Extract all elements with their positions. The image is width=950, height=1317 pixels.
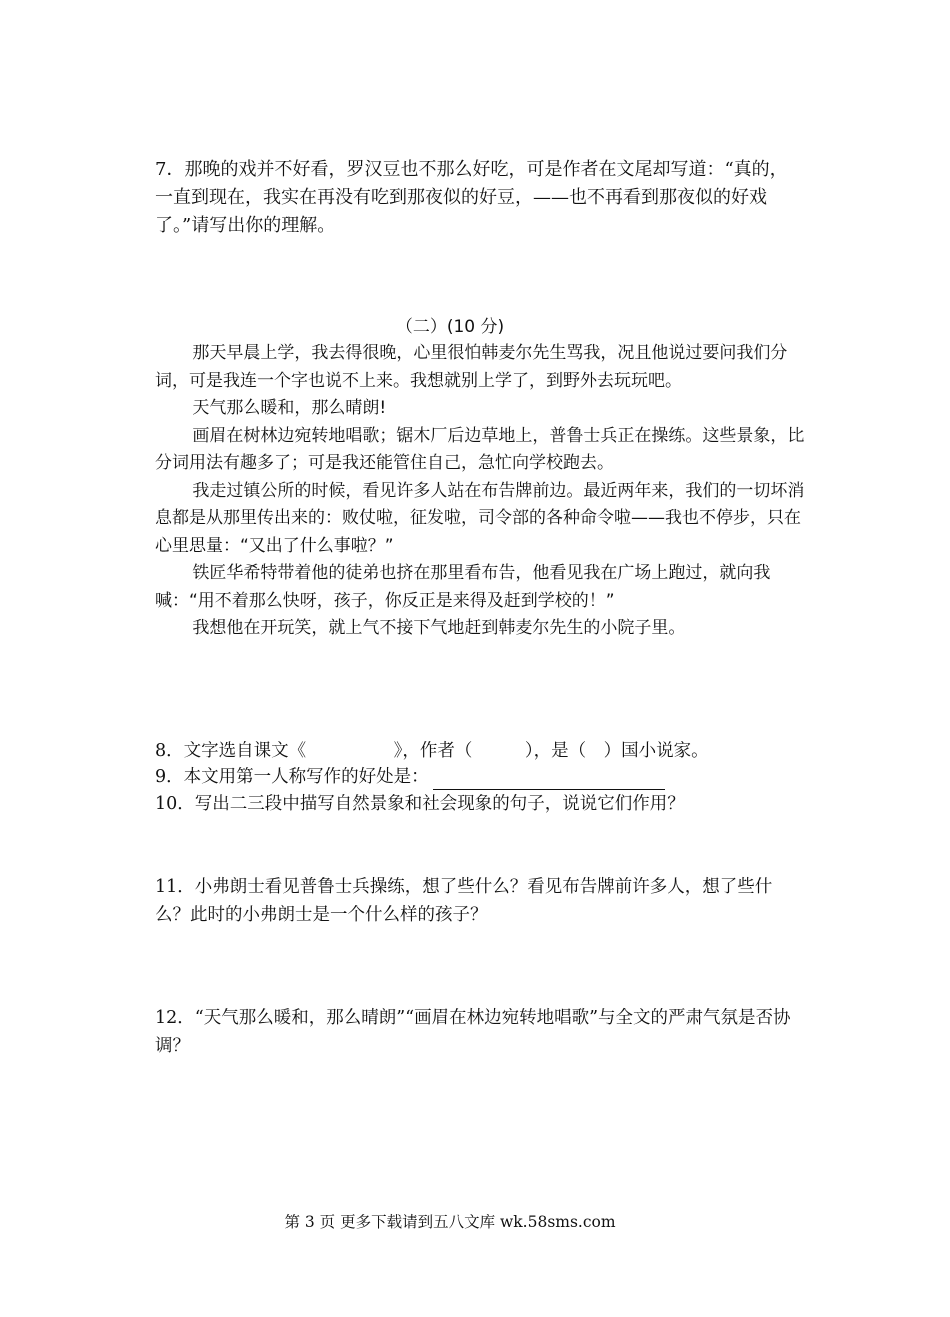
answer-blank-line <box>433 771 665 790</box>
question-8: 8．文字选自课文《 》，作者（ ），是（ ）国小说家。 <box>155 741 709 761</box>
passage-paragraph-3: 画眉在树林边宛转地唱歌；锯木厂后边草地上，普鲁士兵正在操练。这些景象，比分词用法有趣多了；可是我还能管住自己，急忙向学校跑去。 <box>155 425 805 473</box>
question-11: 11．小弗朗士看见普鲁士兵操练，想了些什么？看见布告牌前许多人，想了些什么？此时的小弗朗士是一个什么样的孩子？ <box>155 877 773 925</box>
question-9-text: 9．本文用第一人称写作的好处是： <box>155 767 429 787</box>
question-9 <box>155 764 805 790</box>
question-10: 10．写出二三段中描写自然景象和社会现象的句子，说说它们作用？ <box>155 794 685 814</box>
passage-paragraph-1: 那天早晨上学，我去得很晚，心里很怕韩麦尔先生骂我，况且他说过要问我们分词，可是我连一个字也说不上来。我想就别上学了，到野外去玩玩吧。 <box>155 343 788 391</box>
question-7: 7．那晚的戏并不好看，罗汉豆也不那么好吃，可是作者在文尾却写道：“真的，一直到现在，我实在再没有吃到那夜似的好豆，——也不再看到那夜似的好戏了。”请写出你的理解。 <box>155 159 788 236</box>
passage-paragraph-5: 铁匠华希特带着他的徒弟也挤在那里看布告，他看见我在广场上跑过，就向我喊：“用不着那么快呀，孩子，你反正是来得及赶到学校的！” <box>155 563 771 611</box>
reading-passage <box>155 340 805 643</box>
section-2-title: （二）(10 分) <box>395 317 505 337</box>
page-footer: 第 3 页 更多下载请到五八文库 wk.58sms.com <box>284 1213 616 1231</box>
passage-paragraph-2: 天气那么暖和，那么晴朗! <box>192 398 387 418</box>
passage-paragraph-6: 我想他在开玩笑，就上气不接下气地赶到韩麦尔先生的小院子里。 <box>192 618 686 638</box>
question-12: 12．“天气那么暖和，那么晴朗”“画眉在林边宛转地唱歌”与全文的严肃气氛是否协调？ <box>155 1008 791 1056</box>
passage-paragraph-4: 我走过镇公所的时候，看见许多人站在布告牌前边。最近两年来，我们的一切坏消息都是从那里传出来的：败仗啦，征发啦，司令部的各种命令啦——我也不停步，只在心里思量：“又出了什么事啦？” <box>155 480 805 556</box>
